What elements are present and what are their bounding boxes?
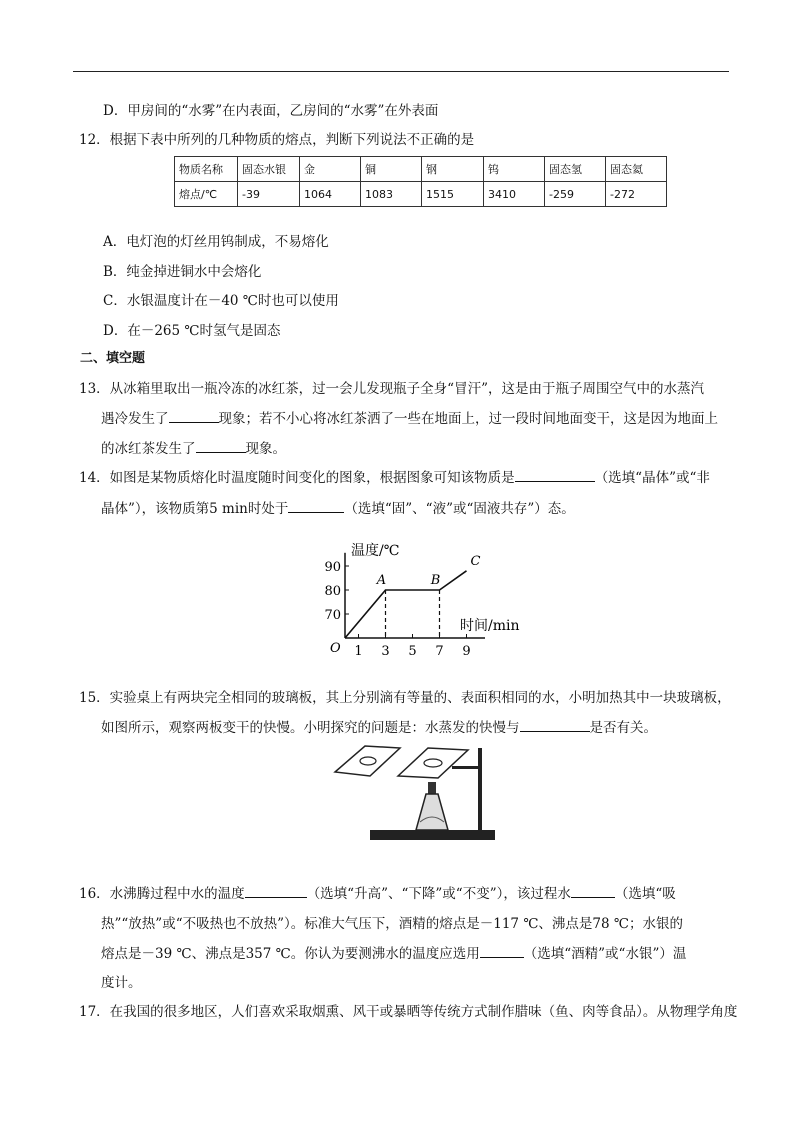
x-tick-label: 3 <box>381 644 390 659</box>
q13-text: 现象；若不小心将冰红茶洒了一些在地面上，过一段时间地面变干，这是因为地面上 <box>218 411 718 427</box>
q14-line2 <box>101 497 575 517</box>
q16-text: （选填“吸 <box>614 886 676 902</box>
q12-option-d: D．在－265 ℃时氢气是固态 <box>103 323 281 339</box>
answer-blank[interactable] <box>169 410 219 423</box>
q13-line2 <box>101 407 718 427</box>
table-cell: 金 <box>300 157 361 182</box>
clamp-arm <box>452 766 482 769</box>
q16-line3 <box>101 942 686 962</box>
table-cell: -259 <box>545 182 606 207</box>
x-tick-label: 7 <box>435 644 444 659</box>
table-cell: -272 <box>606 182 667 207</box>
evaporation-apparatus-figure <box>330 742 510 852</box>
y-tick-label: 90 <box>324 560 341 575</box>
table-cell: 钢 <box>422 157 484 182</box>
q16-text: 16．水沸腾过程中水的温度 <box>79 886 245 902</box>
q12-option-c: C．水银温度计在－40 ℃时也可以使用 <box>103 293 339 309</box>
x-axis-label: 时间/min <box>460 618 520 634</box>
y-axis-label: 温度/℃ <box>351 542 400 559</box>
melting-point-table <box>174 156 667 207</box>
answer-blank[interactable] <box>196 440 246 453</box>
q16-line2: 热”“放热”或“不吸热也不放热”）。标准大气压下，酒精的熔点是－117 ℃、沸点是78 ℃；水银的 <box>101 916 683 932</box>
table-cell: 1083 <box>361 182 422 207</box>
stand-rod <box>478 748 482 840</box>
melting-curve-line <box>345 571 467 638</box>
q16-text: （选填“酒精”或“水银”）温 <box>523 946 687 962</box>
q14-text: 晶体”），该物质第5 min时处于 <box>101 501 289 517</box>
q15-line1: 15．实验桌上有两块完全相同的玻璃板，其上分别滴有等量的、表面积相同的水，小明加热其中一块玻璃板， <box>79 690 731 706</box>
q15-text: 是否有关。 <box>589 720 657 736</box>
q13-line1: 13．从冰箱里取出一瓶冷冻的冰红茶，过一会儿发现瓶子全身“冒汗”，这是由于瓶子周围空气中的水蒸汽 <box>79 381 704 397</box>
answer-blank[interactable] <box>288 500 344 513</box>
table-cell: 铜 <box>361 157 422 182</box>
x-tick-label: 9 <box>462 644 471 659</box>
table-cell: 物质名称 <box>175 157 238 182</box>
header-rule <box>73 71 729 72</box>
q14-text: （选填“晶体”或“非 <box>594 470 710 486</box>
y-tick-label: 70 <box>324 608 341 623</box>
lamp-wick <box>428 782 436 794</box>
point-label: B <box>430 573 441 588</box>
q16-line1 <box>79 882 676 902</box>
section-heading: 二、填空题 <box>80 351 146 366</box>
table-cell: 1515 <box>422 182 484 207</box>
answer-blank[interactable] <box>245 885 307 898</box>
table-cell: 1064 <box>300 182 361 207</box>
q14-line1 <box>79 466 710 486</box>
origin-label: O <box>330 641 341 656</box>
x-tick-label: 1 <box>354 644 363 659</box>
q14-text: 14．如图是某物质熔化时温度随时间变化的图象，根据图象可知该物质是 <box>79 470 515 486</box>
q13-text: 的冰红茶发生了 <box>101 441 196 457</box>
q15-text: 如图所示，观察两板变干的快慢。小明探究的问题是：水蒸发的快慢与 <box>101 720 520 736</box>
q12-option-a: A．电灯泡的灯丝用钨制成，不易熔化 <box>103 234 329 250</box>
table-cell: 钨 <box>484 157 545 182</box>
q16-text: （选填“升高”、“下降”或“不变”），该过程水 <box>306 886 571 902</box>
table-cell: 固态水银 <box>238 157 300 182</box>
right-glass-plate <box>398 748 468 778</box>
q16-text: 熔点是－39 ℃、沸点是357 ℃。你认为要测沸水的温度应选用 <box>101 946 480 962</box>
q13-line3 <box>101 437 286 457</box>
q11-option-d: D．甲房间的“水雾”在内表面，乙房间的“水雾”在外表面 <box>103 103 439 119</box>
q13-text: 遇冷发生了 <box>101 411 169 427</box>
x-tick-label: 5 <box>408 644 417 659</box>
table-cell: 固态氦 <box>606 157 667 182</box>
y-tick-label: 80 <box>324 584 341 599</box>
table-cell: 固态氢 <box>545 157 606 182</box>
q13-text: 现象。 <box>245 441 286 457</box>
table-header-row <box>175 157 667 182</box>
alcohol-lamp <box>416 794 448 830</box>
table-row <box>175 182 667 207</box>
answer-blank[interactable] <box>480 945 524 958</box>
answer-blank[interactable] <box>520 719 590 732</box>
q12-stem: 12．根据下表中所列的几种物质的熔点，判断下列说法不正确的是 <box>79 132 475 148</box>
q12-option-b: B．纯金掉进铜水中会熔化 <box>103 264 262 280</box>
q16-line4: 度计。 <box>101 975 142 991</box>
table-cell: 3410 <box>484 182 545 207</box>
q14-text: （选填“固”、“液”或“固液共存”）态。 <box>344 501 575 517</box>
point-label: A <box>376 573 387 588</box>
q15-line2 <box>101 716 657 736</box>
table-cell: 熔点/℃ <box>175 182 238 207</box>
q17-line1: 17．在我国的很多地区，人们喜欢采取烟熏、风干或暴晒等传统方式制作腊味（鱼、肉等食品）。从物理学角度 <box>79 1004 738 1020</box>
table-cell: -39 <box>238 182 300 207</box>
point-label: C <box>470 553 481 569</box>
stand-base <box>370 830 495 840</box>
melting-curve-chart <box>320 530 540 670</box>
answer-blank[interactable] <box>571 885 615 898</box>
left-glass-plate <box>335 746 400 776</box>
answer-blank[interactable] <box>515 469 595 482</box>
